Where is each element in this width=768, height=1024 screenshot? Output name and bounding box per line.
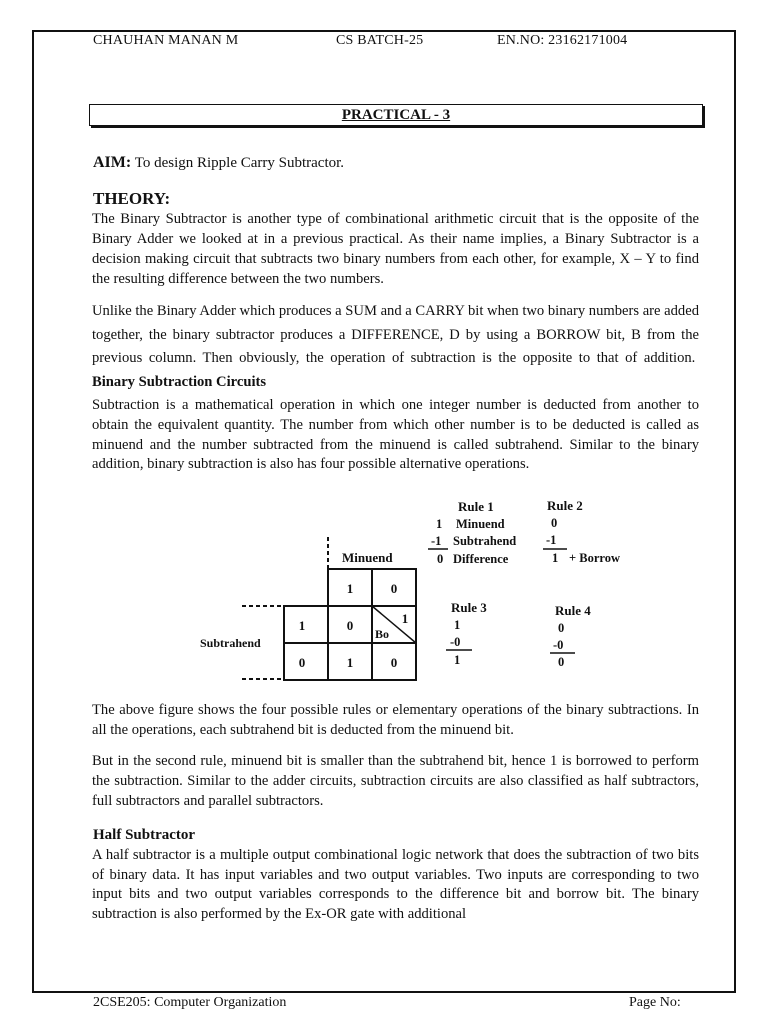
header-batch: CS BATCH-25 — [336, 33, 424, 48]
aim-label: AIM: — [93, 154, 132, 171]
rule-1-minuend-label: Minuend — [456, 517, 505, 531]
paragraph-figure-description: The above figure shows the four possible rules or elementary operations of the binary subtractions. In all the operations, each subtrahend bit is deducted from the minuend bit. — [92, 702, 699, 738]
col-header-1: 1 — [346, 581, 354, 596]
rule-4-mid: -0 — [553, 638, 564, 652]
paragraph-subtraction-definition: Subtraction is a mathematical operation in which one integer number is deducted from another to obtain the equivalent quantity. The number from which other number is to be deducted is called as minuend and the number subtracted from the minuend is called subtrahend. Similar to the binary addition, binary subtraction is also has four possible alternative operations. — [92, 397, 699, 473]
minuend-label: Minuend — [342, 550, 393, 565]
header-student-name: CHAUHAN MANAN M — [93, 33, 239, 48]
footer-course: 2CSE205: Computer Organization — [93, 995, 287, 1010]
rule-2-borrow: + Borrow — [569, 551, 620, 565]
rule-1-subtrahend: -1 — [431, 534, 442, 548]
rule-2-title: Rule 2 — [547, 498, 583, 513]
col-header-0: 0 — [390, 581, 398, 596]
paragraph-second-rule: But in the second rule, minuend bit is smaller than the subtrahend bit, hence 1 is borrowed to perform the subtraction. Similar to the adder circuits, subtraction circuits are also classified as half subtractors, full subtractors and parallel subtractors. — [92, 753, 699, 809]
cell-value: 1 — [401, 611, 409, 626]
rule-3-top: 1 — [454, 618, 461, 632]
half-subtractor-heading: Half Subtractor — [93, 827, 196, 843]
paragraph-2-text: Unlike the Binary Adder which produces a SUM and a CARRY bit when two binary numbers are added together, the binary subtractor produces a DIFFERENCE, D by using a BORROW bit, B from the previous column. Then obviously, the operation of subtraction is the opposite to that of addition. — [92, 303, 700, 366]
rule-1-minuend: 1 — [436, 517, 443, 531]
rule-1-title: Rule 1 — [458, 499, 494, 514]
theory-heading: THEORY: — [93, 189, 171, 208]
rule-3-mid: -0 — [450, 635, 461, 649]
rule-1-difference-label: Difference — [453, 552, 509, 566]
row-header-0: 0 — [298, 655, 306, 670]
grid-row-header-2 — [284, 643, 328, 680]
grid-row-header-1 — [284, 606, 328, 643]
rule-1-difference: 0 — [437, 552, 444, 566]
practical-title: PRACTICAL - 3 — [341, 107, 451, 123]
aim-text: To design Ripple Carry Subtractor. — [134, 155, 345, 171]
rule-2-result: 1 — [552, 551, 559, 565]
cell-value: 1 — [346, 655, 354, 670]
subtrahend-label: Subtrahend — [200, 636, 261, 650]
paragraph-half-subtractor: A half subtractor is a multiple output combinational logic network that does the subtraction of two bits of binary data. It has input variables and two output variables. Two inputs are corresponding to two input bits and two output variables corresponds to the difference bit and borrow bit. The binary subtraction is also performed by the Ex-OR gate with additional — [92, 847, 699, 922]
rule-4-result: 0 — [558, 655, 565, 669]
rule-3-result: 1 — [454, 653, 461, 667]
rule-3-title: Rule 3 — [451, 600, 487, 615]
rule-4-top: 0 — [558, 621, 565, 635]
rule-2-mid: -1 — [546, 533, 557, 547]
binary-subtraction-circuits-heading: Binary Subtraction Circuits — [92, 373, 267, 390]
rule-4-title: Rule 4 — [555, 603, 591, 618]
paragraph-binary-subtractor: The Binary Subtractor is another type of combinational arithmetic circuit that is the opposite of the Binary Adder we looked at in a previous practical. As their name implies, a Binary Subtractor is a decision making circuit that subtracts two binary numbers from each other, for example, X – Y to find the resulting difference between the two numbers. — [92, 211, 699, 287]
row-header-1: 1 — [298, 618, 306, 633]
borrow-label: Bo — [375, 627, 390, 641]
cell-value: 0 — [346, 618, 354, 633]
footer-page-number: Page No: — [629, 995, 681, 1010]
rule-2-top: 0 — [551, 516, 558, 530]
header-enrollment: EN.NO: 23162171004 — [497, 33, 628, 48]
rule-1-subtrahend-label: Subtrahend — [453, 534, 517, 548]
cell-value: 0 — [390, 655, 398, 670]
